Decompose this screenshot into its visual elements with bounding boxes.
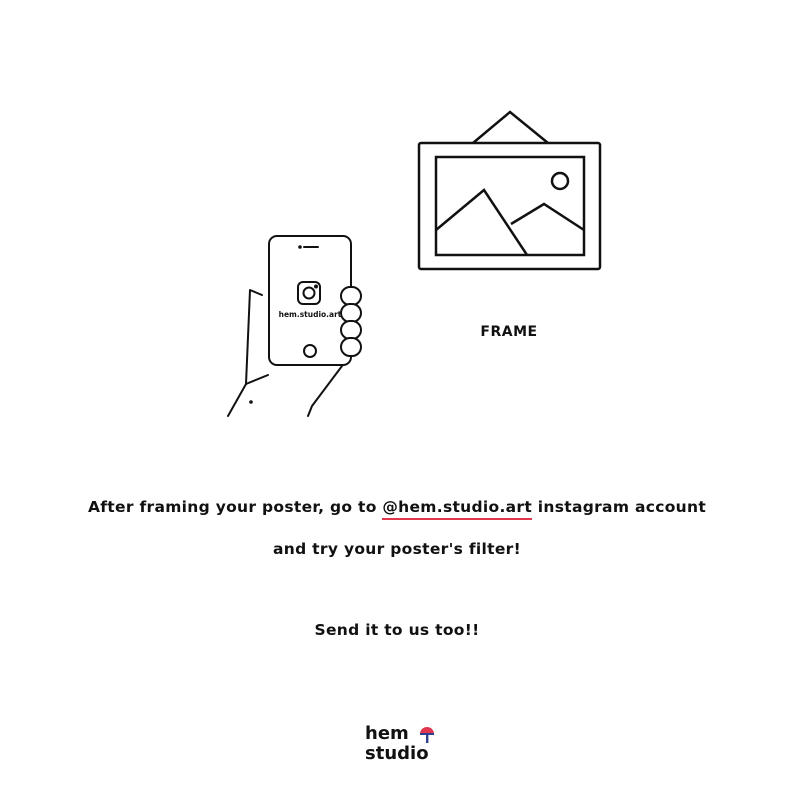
instagram-dot <box>315 286 317 288</box>
frame-label: FRAME <box>480 324 538 340</box>
logo-word-studio: studio <box>365 743 429 764</box>
instruction-line-2: and try your poster's filter! <box>273 540 521 558</box>
phone-camera <box>299 246 301 248</box>
hem-studio-logo <box>365 724 445 764</box>
sleeve <box>228 290 262 416</box>
frame-sun <box>552 173 568 189</box>
frame-mountain-right <box>511 204 584 230</box>
logo-word-hem: hem <box>365 723 409 744</box>
call-to-action: Send it to us too!! <box>314 621 480 639</box>
finger-1 <box>341 287 361 305</box>
sleeve-dot <box>250 401 252 403</box>
instruction-before: After framing your poster, go to <box>87 498 383 516</box>
frame-hanger <box>473 112 548 143</box>
finger-4 <box>341 338 361 356</box>
frame-inner <box>436 157 584 255</box>
logo-mark-icon <box>419 726 435 744</box>
phone-screen-handle: hem.studio.art <box>278 310 342 319</box>
instagram-handle-link[interactable]: @hem.studio.art <box>382 498 532 520</box>
picture-frame-icon <box>419 112 600 269</box>
instruction-line-1 <box>0 498 794 516</box>
palm-edge <box>246 375 268 384</box>
frame-outer <box>419 143 600 269</box>
instruction-after: instagram account <box>532 498 707 516</box>
finger-3 <box>341 321 361 339</box>
wrist <box>308 358 348 416</box>
hand-phone-icon <box>228 236 361 416</box>
